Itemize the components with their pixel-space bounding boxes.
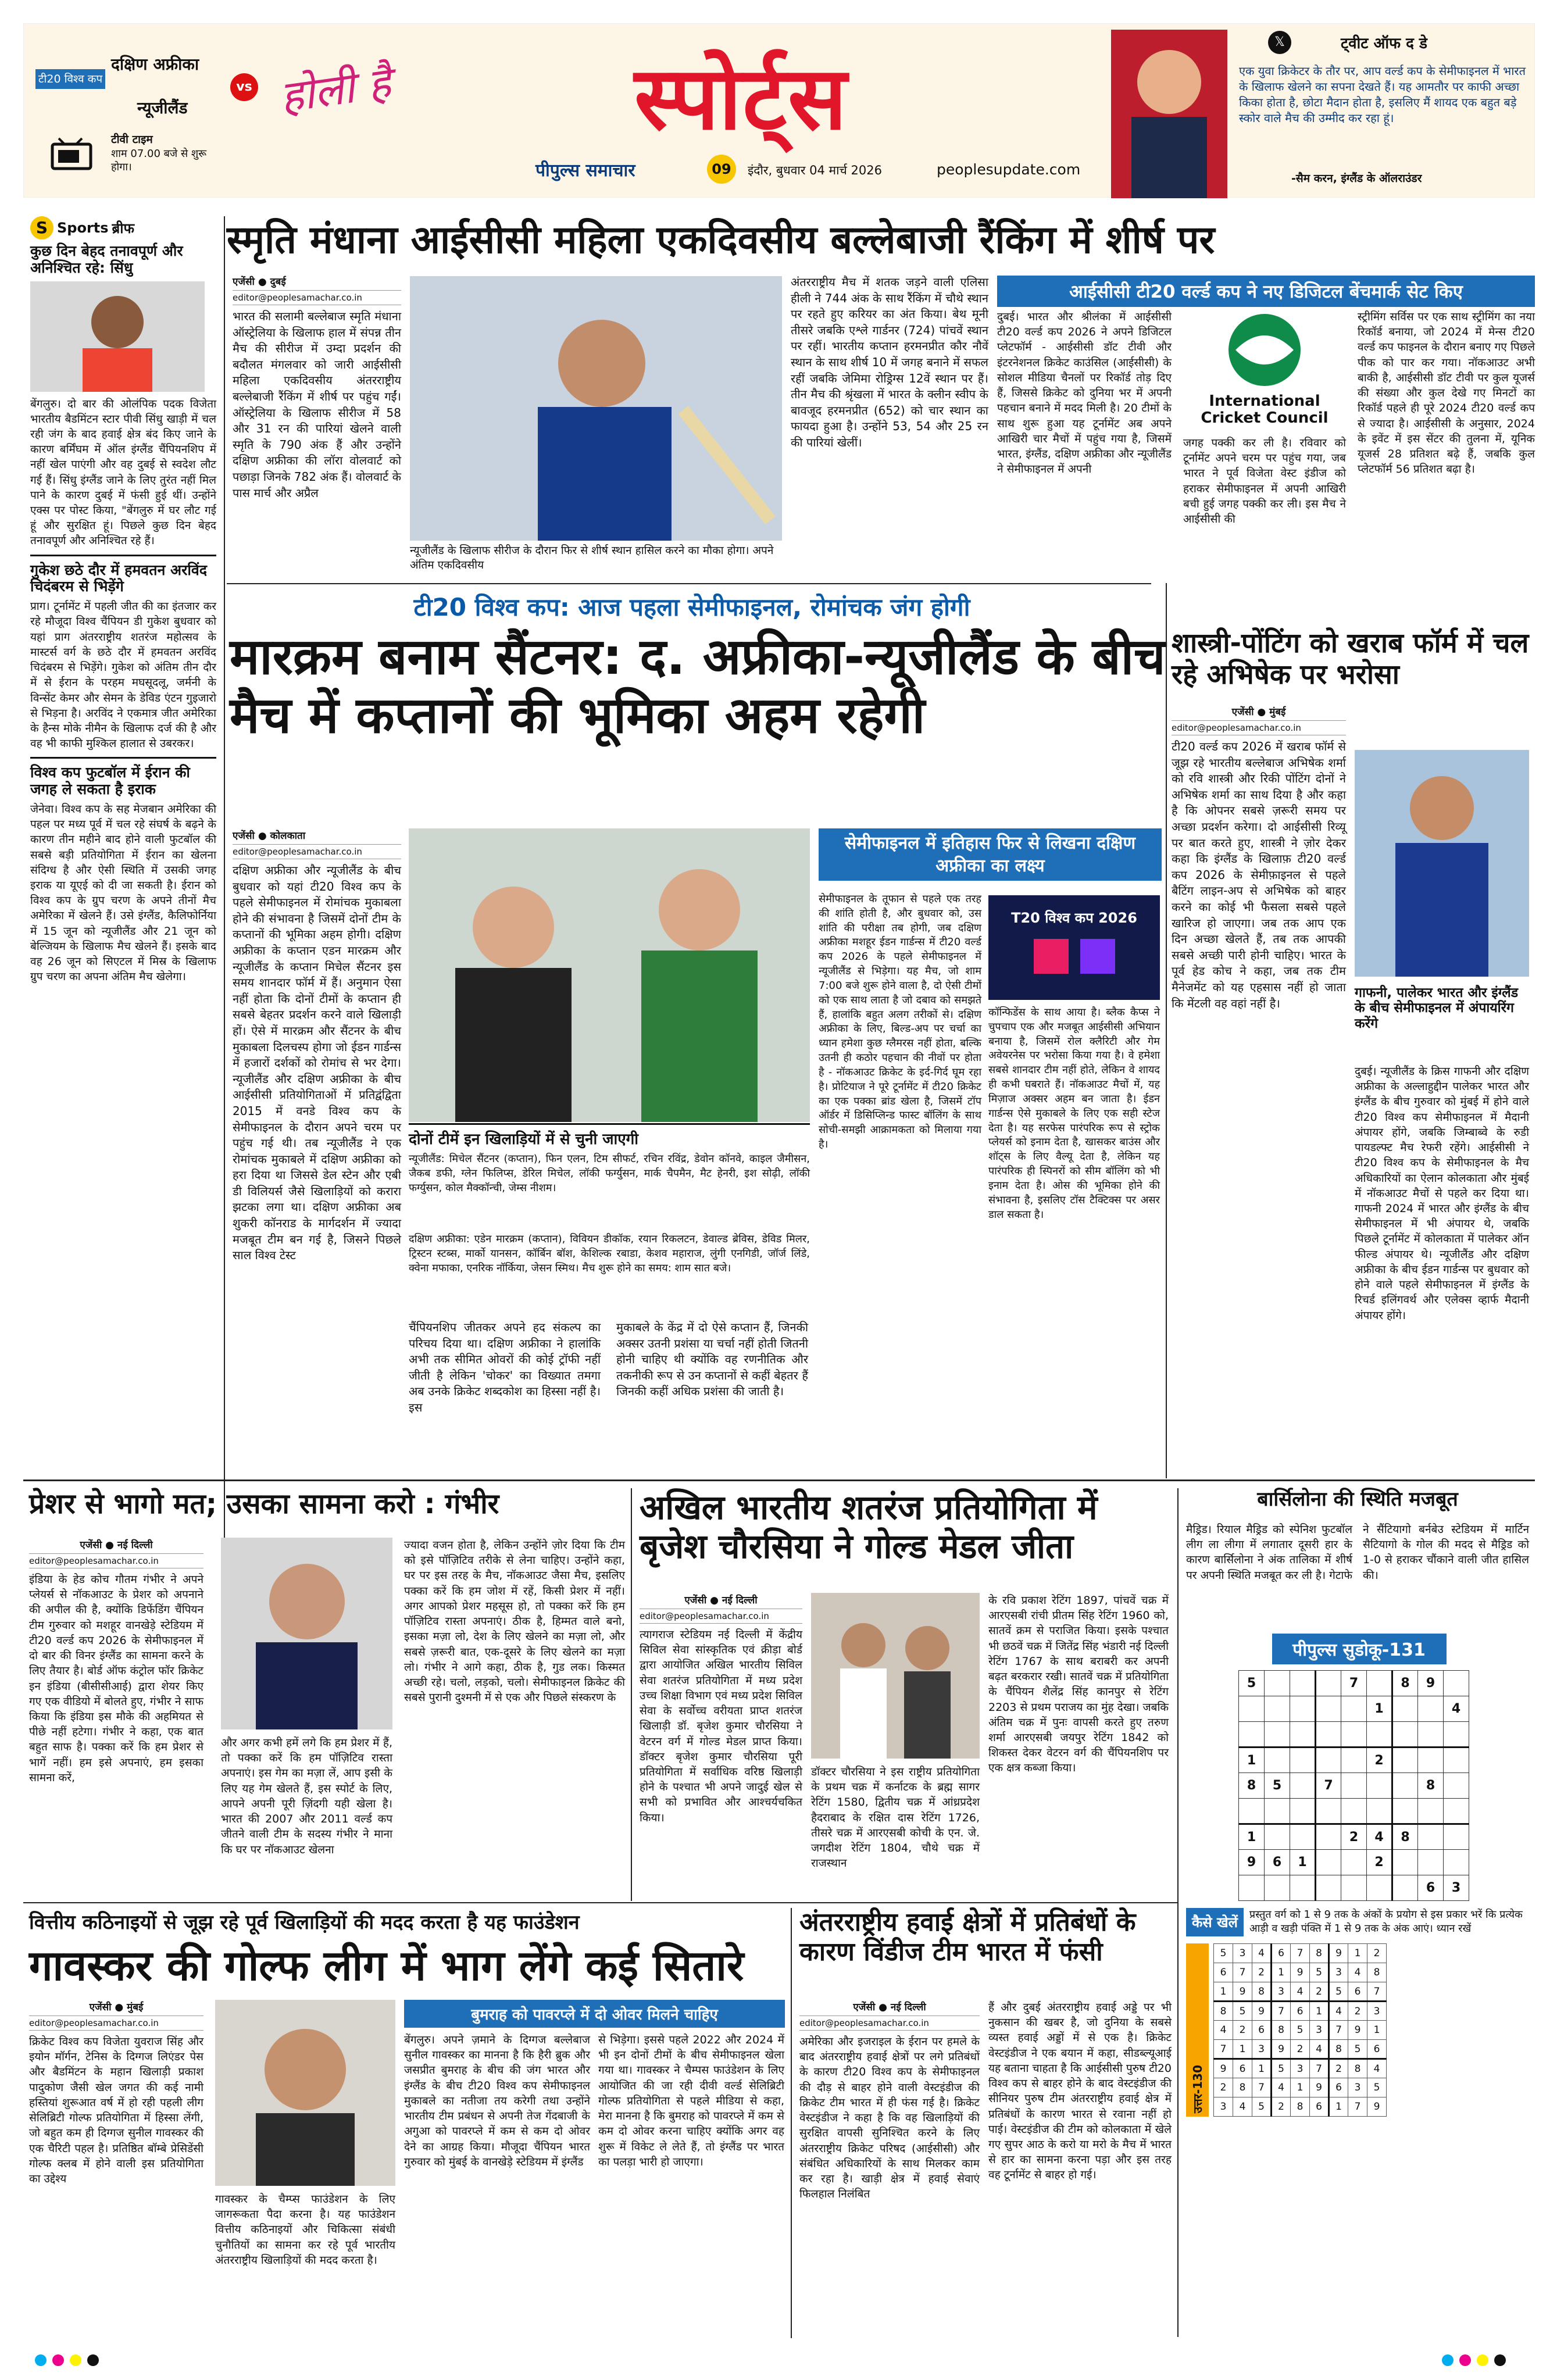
row-divider [23, 1902, 1177, 1903]
gambhir-headline: प्रेशर से भागो मत; उसका सामना करो : गंभीर [29, 1488, 499, 1520]
sudoku-cell: 6 [1418, 1875, 1444, 1901]
windies-headline: अंतरराष्ट्रीय हवाई क्षेत्रों में प्रतिबंधों के कारण विंडीज टीम भारत में फंसी [799, 1907, 1136, 1967]
brief-logo: Sports [57, 220, 109, 236]
answer-cell: 5 [1310, 1963, 1329, 1982]
answer-cell: 9 [1329, 1944, 1348, 1963]
gambhir-col-1 [29, 1538, 203, 1785]
answer-cell: 7 [1367, 1982, 1387, 2002]
sudoku-cell [1265, 1875, 1290, 1901]
gavaskar-caption: गावस्कर के चैम्प्स फाउंडेशन के लिए जागरूकता पैदा करना है। यह फाउंडेशन वित्तीय कठिनाइयों और चिकित्सा संबंधी चुनौतियों का सामना कर रहे पूर्व भारतीय अंतरराष्ट्रीय खिलाड़ियों की मदद करता है। [215, 2193, 395, 2267]
lead-text-3: अंतरराष्ट्रीय मैच में शतक जड़ने वाली एलिसा हीली ने 744 अंक के साथ रैंकिंग में चौथे स्थान पर रहते हुए करियर का अंत किया। बेथ मूनी तीसरे जबकि एश्ले गार्डनर (724) पांचवें स्थान पर रहीं। भारतीय कप्तान हरमनप्रीत कौर नौवें स्थान के साथ शीर्ष 10 में जगह बनाने में सफल रहीं जबकि जेमिमा रोड्रिग्स 12वें स्थान पर हैं। तीन मैच की श्रृंखला में भारत के क्लीन स्वीप के बावजूद हरमनप्रीत (652) को चार स्थान का फायदा हुआ है। उन्होंने 53, 54 और 25 रन की पारियां खेलीं। [791, 275, 988, 449]
section-title: स्पोर्ट्स [634, 48, 848, 149]
tv-icon [50, 137, 97, 172]
gavaskar-byline: एजेंसी ● मुंबई [89, 2002, 144, 2013]
answer-cell: 2 [1367, 1944, 1387, 1963]
answer-cell: 4 [1367, 2059, 1387, 2078]
gavaskar-photo [215, 2000, 395, 2186]
answer-cell: 5 [1272, 2059, 1291, 2078]
answer-cell: 2 [1329, 2059, 1348, 2078]
semi-col-1 [233, 828, 401, 1264]
bumrah-text-2: से भिड़ेगा। इससे पहले 2022 और 2024 में भी इन दोनों टीमों के बीच सेमीफाइनल खेला गया था। गावस्कर ने चैम्पस फाउंडेशन के लिए आयोजित की जा रही दीवी वर्ल्ड सेलिब्रिटी गोल्फ प्रतियोगिता से पहले मीडिया से कहा, मेरा मानना है कि बुमराह को पावरप्ले में कम से कम दो ओवर करना चाहिए क्योंकि अगर वह शुरू में विकेट ले लेते हैं, तो इंग्लैंड पर भारत का पलड़ा भारी हो जाएगा। [598, 2034, 784, 2168]
answer-cell: 1 [1310, 2002, 1329, 2021]
sindhu-photo [30, 281, 205, 392]
gavaskar-text-1: क्रिकेट विश्व कप विजेता युवराज सिंह और इयोन मॉर्गन, टेनिस के दिग्गज लिएंडर पेस और बैडमिंटन के महान खिलाड़ी प्रकाश पादुकोण जैसी खेल जगत की कई नामी हस्तियां शुरूआत वर्ष में हो रही पहली लीग सेलिब्रिटी गोल्फ प्रतियोगिता में हिस्सा लेंगी, जो बहुत कम ही दिग्गज सुनील गावस्कर की एक चैरिटी पहल है। प्रतिष्ठित बॉम्बे प्रेसिडेंसी गोल्फ क्लब में होने वाली इस प्रतियोगिता का उद्देश्य [29, 2035, 203, 2185]
icc-text-1: दुबई। भारत और श्रीलंका में आईसीसी टी20 वर्ल्ड कप 2026 ने अपने डिजिटल प्लेटफॉर्म - आईसीसी डॉट टीवी और इंटरनेशनल क्रिकेट काउंसिल (आईसीसी) के सोशल मीडिया चैनलों पर रिकॉर्ड तोड़ दिए हैं, जिससे क्रिकेट को दुनिया भर में अपनी पहचान बनाने में मदद मिली है। 20 टीमों के साथ शुरू हुआ यह टूर्नामेंट अब अपने आखिरी चार मैचों में पहुंच गया है, जिसमें भारत, इंग्लैंड, दक्षिण अफ्रीका और न्यूजीलैंड ने सेमीफाइनल में अपनी [997, 310, 1172, 476]
windies-text-1: अमेरिका और इजराइल के ईरान पर हमले के बाद अंतरराष्ट्रीय हवाई क्षेत्रों पर लगे प्रतिबंधों के कारण टी20 विश्व कप के सेमीफाइनल की दौड़ से बाहर होने वाली वेस्टइंडीज की क्रिकेट टीम भारत में ही फंस गई है। क्रिकेट वेस्टइंडीज ने कहा है कि वह खिलाड़ियों की सुरक्षित वापसी सुनिश्चित करने के लिए अंतरराष्ट्रीय क्रिकेट परिषद (आईसीसी) और संबंधित अधिकारियों के साथ मिलकर काम कर रहा है। खाड़ी क्षेत्र में हवाई सेवाएं फिलहाल निलंबित [799, 2035, 980, 2201]
sudoku-cell [1265, 1824, 1290, 1850]
sudoku-cell [1316, 1850, 1341, 1875]
sudoku-cell [1444, 1773, 1469, 1799]
answer-cell: 9 [1252, 2002, 1272, 2021]
icc-wordmark: International Cricket Council [1201, 392, 1329, 427]
tweet-photo [1111, 30, 1227, 198]
column-divider [791, 1908, 792, 2338]
chess-caption: डॉक्टर चौरसिया ने इस राष्ट्रीय प्रतियोगिता के प्रथम चक्र में कर्नाटक के ब्रह्म सागर रेटिंग 1580, द्वितीय चक्र में आंध्रप्रदेश हैदराबाद के रक्षित दास रेटिंग 1726, तीसरे चक्र में आरएसबी कोची के एन. जे. जगदीश रेटिंग 1804, चौथे चक्र में राजस्थान [811, 1766, 980, 1870]
answer-cell: 6 [1214, 1963, 1233, 1982]
lead-byline: एजेंसी ● दुबई [233, 276, 286, 288]
shastri-byline: एजेंसी ● मुंबई [1231, 706, 1286, 718]
answer-cell: 8 [1252, 1982, 1272, 2002]
semi-email: editor@peoplesamachar.co.in [233, 844, 401, 859]
answer-cell: 1 [1233, 2040, 1252, 2059]
gambhir-byline: एजेंसी ● नई दिल्ली [80, 1539, 153, 1551]
chess-headline: अखिल भारतीय शतरंज प्रतियोगिता में बृजेश चौरसिया ने गोल्ड मेडल जीता [640, 1488, 1098, 1566]
sudoku-cell [1367, 1773, 1392, 1799]
sudoku-cell [1316, 1799, 1341, 1824]
sudoku-cell [1444, 1850, 1469, 1875]
answer-cell: 2 [1272, 2097, 1291, 2117]
sudoku-cell [1341, 1722, 1367, 1748]
answer-cell: 3 [1252, 2040, 1272, 2059]
page-number: 09 [707, 155, 736, 184]
answer-cell: 6 [1252, 2021, 1272, 2040]
sudoku-cell [1367, 1722, 1392, 1748]
section-divider [23, 1480, 1535, 1481]
windies-col-1 [799, 2000, 980, 2202]
sudoku-cell [1367, 1671, 1392, 1696]
print-registration-marks [1442, 2354, 1512, 2368]
sudoku-cell [1239, 1799, 1265, 1824]
shastri-text: टी20 वर्ल्ड कप 2026 में खराब फॉर्म से जूझ रहे भारतीय बल्लेबाज अभिषेक शर्मा को रवि शास्त्री और रिकी पोंटिंग दोनों ने अभिषेक शर्मा का साथ दिया है और कहा है कि ओपनर सबसे ज़रूरी समय पर अच्छा प्रदर्शन करेगा। दो आईसीसी रिव्यू पर बात करते हुए, शास्त्री ने ज़ोर देकर कहा कि इंग्लैंड के खिलाफ़ टी20 वर्ल्ड कप 2026 के सेमीफ़ाइनल से पहले बैटिंग लाइन-अप से अभिषेक को बाहर करने का कोई भी फैसला सबसे पहले खारिज हो जाएगा। जब तक आप एक दिन अच्छा खेलते हैं, तब तक आपकी सबसे अच्छी पारी होनी चाहिए। भारत के पूर्व हेड कोच ने कहा, जब तक टीम मैनेजमेंट को यह एहसास नहीं हो जाता कि मेंटली वह वहां नहीं है। [1172, 739, 1346, 1010]
gavaskar-col-1 [29, 2000, 203, 2186]
sudoku-cell [1444, 1799, 1469, 1824]
gambhir-email: editor@peoplesamachar.co.in [29, 1553, 203, 1568]
sudoku-cell [1265, 1748, 1290, 1773]
sudoku-cell [1265, 1696, 1290, 1722]
sudoku-cell [1290, 1799, 1316, 1824]
how-to-play-text: प्रस्तुत वर्ग को 1 से 9 तक के अंकों के प्रयोग से इस प्रकार भरें कि प्रत्येक आड़ी व खड़ी पंक्ति में 1 से 9 तक के अंक आएं। ध्यान रखें [1249, 1909, 1523, 1935]
sudoku-cell [1290, 1722, 1316, 1748]
sudoku-cell [1290, 1773, 1316, 1799]
answer-cell: 3 [1310, 2021, 1329, 2040]
gavaskar-kicker: वित्तीय कठिनाइयों से जूझ रहे पूर्व खिलाड़ियों की मदद करता है यह फाउंडेशन [29, 1911, 580, 1934]
sudoku-cell [1444, 1824, 1469, 1850]
sudoku-panel [1186, 1634, 1532, 2337]
abhishek-photo [1355, 750, 1529, 977]
holi-logo: होली है [277, 58, 394, 123]
answer-cell: 5 [1329, 1982, 1348, 2002]
sa-side-text-2: कॉन्फिडेंस के साथ आया है। ब्लैक कैप्स ने चुपचाप एक और मजबूत आईसीसी अभियान बनाया है, जिसमें रोल क्लैरिटी और गेम अवेयरनेस पर भरोसा किया गया है। वे हमेशा सबसे शानदार टीम नहीं होते, लेकिन वे शायद ही कभी घबराते हैं। नॉकआउट मैचों में, यह मिज़ाज अक्सर अहम बन जाता है। ईडन गार्डन्स ऐसे मुकाबले के लिए एक सही स्टेज देता है। यह सरफेस पारंपरिक रूप से स्ट्रोक प्लेयर्स को इनाम देता है, खासकर बाउंस और शॉट्स के लिए वैल्यू देता है, लेकिन यह पारंपरिक ही स्पिनरों को सीम बॉलिंग को भी इनाम देता है। ओस की भूमिका होने की संभावना है, इसलिए टॉस टैक्टिक्स पर असर डाल सकता है। [988, 1006, 1160, 1221]
sudoku-cell: 9 [1418, 1671, 1444, 1696]
sudoku-cell [1444, 1671, 1469, 1696]
barcelona-headline: बार्सिलोना की स्थिति मजबूत [1257, 1488, 1458, 1511]
sudoku-cell: 9 [1239, 1850, 1265, 1875]
answer-cell: 1 [1367, 2021, 1387, 2040]
answer-cell: 4 [1291, 1982, 1310, 2002]
answer-cell: 7 [1291, 1944, 1310, 1963]
mandhana-photo [410, 276, 782, 541]
sudoku-cell [1290, 1748, 1316, 1773]
bumrah-text-1: बेंगलुरु। अपने ज़माने के दिग्गज बल्लेबाज सुनील गावस्कर का मानना है कि हैरी ब्रुक और जसप्रीत बुमराह के बीच की जंग भारत और इंग्लैंड के बीच टी20 विश्व कप सेमीफाइनल मुकाबले का नतीजा तय करेगी तथा उन्होंने भारतीय टीम प्रबंधन से अपनी तेज गेंदबाजी के अगुआ को पावरप्ले में कम से कम दो ओवर देने का आग्रह किया। मौजूदा चैंपियन भारत गुरुवार को मुंबई के वानखेड़े स्टेडियम में इंग्लैंड [404, 2034, 590, 2168]
answer-cell: 7 [1214, 2040, 1233, 2059]
answer-cell: 7 [1272, 2002, 1291, 2021]
sudoku-cell [1341, 1696, 1367, 1722]
vs-badge: vs [230, 73, 258, 101]
sudoku-cell: 8 [1418, 1773, 1444, 1799]
website: peoplesupdate.com [937, 161, 1081, 178]
brief-logo-suffix: ब्रीफ [112, 220, 134, 237]
sudoku-cell [1367, 1799, 1392, 1824]
lead-col-1 [233, 274, 401, 501]
sudoku-cell: 4 [1367, 1824, 1392, 1850]
answer-cell: 4 [1214, 2021, 1233, 2040]
answer-cell: 3 [1367, 2002, 1387, 2021]
tweet-label: ट्वीट ऑफ द डे [1341, 35, 1427, 52]
brief-logo-icon: S [30, 216, 53, 240]
answer-cell: 6 [1291, 2002, 1310, 2021]
t20-logo [988, 895, 1160, 1000]
bumrah-head: बुमराह को पावरप्ले में दो ओवर मिलने चाहिए [404, 2000, 785, 2028]
answer-cell: 6 [1310, 2097, 1329, 2117]
sudoku-cell: 5 [1239, 1671, 1265, 1696]
answer-cell: 8 [1367, 1963, 1387, 1982]
sudoku-cell [1290, 1696, 1316, 1722]
gambhir-text-1: इंडिया के हेड कोच गौतम गंभीर ने अपने प्लेयर्स से नॉकआउट के प्रेशर को अपनाने की अपील की है, क्योंकि डिफेंडिंग चैंपियन टीम गुरुवार को मशहूर वानखेड़े स्टेडियम में टी20 वर्ल्ड कप 2026 के सेमीफाइनल में दो बार की विनर इंग्लैंड का सामना करने के लिए तैयार है। बोर्ड ऑफ कंट्रोल फॉर क्रिकेट इन इंडिया (बीसीसीआई) द्वारा शेयर किए गए एक वीडियो में बोलते हुए, गंभीर ने साफ किया कि इंडिया इस मौके की अहमियत से पीछे नहीं हटेगा। गंभीर ने कहा, एक बात बहुत साफ है। पक्का करें कि हम प्रेशर से भागें नहीं। हम इसे अपनाएं, हम इसका सामना करें, [29, 1573, 203, 1784]
column-divider [631, 1488, 632, 1901]
answer-cell: 7 [1252, 2078, 1272, 2097]
sudoku-cell: 5 [1265, 1773, 1290, 1799]
tweet-text: एक युवा क्रिकेटर के तौर पर, आप वर्ल्ड कप के सेमीफाइनल में भारत के खिलाफ खेलने का सपना देखते हैं। यह आमतौर पर काफी अच्छा किका होता है, छोटा मैदान होता है, इसलिए मैं शायद एक बहुत बड़े स्कोर वाले मैच की उम्मीद कर रहा हूं। [1239, 64, 1526, 125]
umpire-headline: गाफनी, पालेकर भारत और इंग्लैंड के बीच सेमीफाइनल में अंपायरिंग करेंगे [1355, 985, 1519, 1031]
players-sa: दक्षिण अफ्रीका: एडेन मारक्रम (कप्तान), विवियन डीकॉक, रयान रिकलटन, डेवाल्ड ब्रेविस, डेविड मिलर, ट्रिस्टन स्टब्स, मार्को यानसन, कॉर्बिन बॉश, केशिल्क रबाडा, केशव महाराज, लुंगी एनगिडी, जॉर्ज लिंडे, क्वेना मफाका, एनरिक नॉर्किया, जेसन स्मिथ। मैच शुरू होने का समय: शाम सात बजे। [409, 1233, 810, 1274]
tv-label: टीवी टाइम [111, 133, 153, 146]
lead-email: editor@peoplesamachar.co.in [233, 290, 401, 305]
x-logo-icon: 𝕏 [1268, 31, 1291, 54]
masthead-tag: टी20 विश्व कप [35, 69, 105, 89]
sudoku-cell [1239, 1875, 1265, 1901]
brief-headline-2: गुकेश छठे दौर में हमवतन अरविंद चिदंबरम से भिड़ेंगे [30, 561, 207, 595]
answer-cell: 6 [1348, 1982, 1367, 2002]
answer-cell: 6 [1367, 2040, 1387, 2059]
answer-cell: 2 [1252, 1963, 1272, 1982]
sudoku-cell: 3 [1444, 1875, 1469, 1901]
sudoku-cell: 7 [1316, 1773, 1341, 1799]
answer-cell: 8 [1233, 2078, 1252, 2097]
sudoku-cell [1392, 1875, 1418, 1901]
answer-cell: 9 [1310, 2078, 1329, 2097]
column-divider [1166, 583, 1167, 1478]
row-divider [227, 583, 1151, 584]
sudoku-cell [1341, 1850, 1367, 1875]
sudoku-cell: 4 [1444, 1696, 1469, 1722]
icc-text-3: स्ट्रीमिंग सर्विस पर एक साथ स्ट्रीमिंग का नया रिकॉर्ड बनाया, जो 2024 में मेन्स टी20 वर्ल्ड कप फाइनल के दौरान बनाए गए पिछले पीक को पार कर गया। नॉकआउट अभी बाकी है, आईसीसी डॉट टीवी पर कुल यूजर्स की संख्या और कुल देखे गए मिनटों का रिकॉर्ड पहले ही पूरे 2024 टी20 वर्ल्ड कप से ज्यादा है। आईसीसी के अनुसार, 2024 के इवेंट में इस सेंटर की तुलना में, यूनिक यूजर्स 28 प्रतिशत बढ़े हैं, जबकि कुल प्लेटफॉर्म 56 प्रतिशत बढ़ा है। [1358, 310, 1535, 476]
sudoku-cell [1444, 1748, 1469, 1773]
brief-body-2: प्राग। टूर्नामेंट में पहली जीत की का इंतजार कर रहे मौजूदा विश्व चैंपियन डी गुकेश बुधवार को यहां प्राग अंतरराष्ट्रीय शतरंज महोत्सव के मास्टर्स वर्ग के छठे दौर में हमवतन अरविंद चिदंबरम से भिड़ेंगे। गुकेश को अंतिम तीन दौर में से ईरान के परहम मघसूदलू, जर्मनी के विन्सेंट केमर और सेमन के डेविड एंटन गुइजारो से भिड़ना है। अरविंद ने एकमात्र जीत अमेरिका के हैन्स मोके नीमैन के खिलाफ दर्ज की है और वह भी काफी मुश्किल हालात से उबरकर। [30, 600, 216, 751]
answer-cell: 1 [1348, 1944, 1367, 1963]
sudoku-cell: 1 [1290, 1850, 1316, 1875]
chess-photo [811, 1593, 980, 1759]
sudoku-cell [1341, 1799, 1367, 1824]
sudoku-cell: 6 [1265, 1850, 1290, 1875]
sudoku-cell: 7 [1341, 1671, 1367, 1696]
sudoku-cell [1316, 1696, 1341, 1722]
answer-cell: 9 [1272, 2040, 1291, 2059]
sudoku-cell [1265, 1722, 1290, 1748]
answer-cell: 4 [1310, 2040, 1329, 2059]
sudoku-cell: 2 [1367, 1850, 1392, 1875]
answer-cell: 9 [1367, 2097, 1387, 2117]
answer-cell: 2 [1310, 1982, 1329, 2002]
brief-headline-1: कुछ दिन बेहद तनावपूर्ण और अनिश्चित रहे: सिंधु [30, 242, 183, 276]
answer-cell: 5 [1291, 2021, 1310, 2040]
sudoku-cell [1392, 1799, 1418, 1824]
sudoku-cell [1239, 1696, 1265, 1722]
sudoku-cell [1316, 1875, 1341, 1901]
answer-cell: 5 [1214, 1944, 1233, 1963]
answer-cell: 3 [1329, 1963, 1348, 1982]
answer-cell: 4 [1233, 2097, 1252, 2117]
answer-cell: 3 [1291, 2059, 1310, 2078]
chess-byline: एजेंसी ● नई दिल्ली [684, 1595, 758, 1606]
answer-cell: 1 [1272, 1963, 1291, 1982]
answer-cell: 4 [1252, 1944, 1272, 1963]
answer-cell: 1 [1329, 2097, 1348, 2117]
windies-text-2: हैं और दुबई अंतरराष्ट्रीय हवाई अड्डे पर भी नुकसान की खबर है, जो दुनिया के सबसे व्यस्त हवाई अड्डों में से एक है। क्रिकेट वेस्टइंडीज ने एक बयान में कहा, सीडब्ल्यूआई यह बताना चाहता है कि आईसीसी पुरुष टी20 विश्व कप से बाहर होने के बाद वेस्टइंडीज की सीनियर पुरुष टीम अंतरराष्ट्रीय हवाई क्षेत्र में प्रतिबंधों के कारण भारत से रवाना नहीं हो पाई। वेस्टइंडीज की टीम को कोलकाता में खेले गए सुपर आठ के करो या मरो के मैच में भारत से हार का सामना करना पड़ा और इस तरह वह टूर्नामेंट से बाहर हो गई। [988, 2001, 1172, 2182]
answer-cell: 9 [1291, 1963, 1310, 1982]
sudoku-cell [1316, 1722, 1341, 1748]
gambhir-text-3: ज्यादा वजन होता है, लेकिन उन्होंने ज़ोर दिया कि टीम को इसे पॉज़िटिव तरीके से लेना चाहिए। उन्होंने कहा, घर पर इस तरह के मैच, नॉकआउट जैसा मैच, इसलिए पक्का करें कि हम जोश में रहें, किसी प्रेशर में नहीं। अगर आपको प्रेशर महसूस हो, तो पक्का करें कि हम पॉज़िटिव रास्ता अपनाएं। ठीक है, हिम्मत वाले बनो, इसका मज़ा लो, देश के लिए खेलने का मज़ा लो, और सबसे ज़रूरी बात, एक-दूसरे के लिए खेलने का मज़ा लो। गंभीर ने आगे कहा, ठीक है, गुड लक। किस्मत अच्छी रहे। चलो, लड़को, चलो। सेमीफाइनल क्रिकेट की सबसे पुरानी दुश्मनी में से एक और पिछले संस्करण के [404, 1539, 625, 1704]
chess-col-1 [640, 1593, 802, 1825]
players-nz: न्यूजीलैंड: मिचेल सैंटनर (कप्तान), फिन एलन, टिम सीफर्ट, रचिन रविंद्र, डेवोन कॉनवे, काइल जैमीसन, जैकब डफी, ग्लेन फिलिप्स, डेरिल मिचेल, लॉकी फर्ग्युसन, मार्क चैपमैन, मैट हेनरी, इश सोढ़ी, लॉकी फर्ग्युसन, कोल मैक्कॉन्ची, जेम्स नीशम। [409, 1153, 810, 1194]
answer-cell: 2 [1233, 2021, 1252, 2040]
sudoku-cell: 1 [1367, 1696, 1392, 1722]
icc-box [997, 276, 1535, 581]
barcelona-text: मैड्रिड। रियाल मैड्रिड को स्पेनिश फुटबॉल लीग ला लीगा में लगातार दूसरी हार के कारण बार्सिलोना ने अंक तालिका में शीर्ष पर अपनी स्थिति मजबूत कर ली है। गेटाफे ने सैंटियागो बर्नबेउ स्टेडियम में मार्टिन सैटियागो के गोल की मदद से मैड्रिड को 1-0 से हराकर चौंकाने वाली जीत हासिल की। [1186, 1523, 1529, 1582]
sudoku-cell [1444, 1722, 1469, 1748]
sudoku-cell [1418, 1748, 1444, 1773]
players-head: दोनों टीमें इन खिलाड़ियों में से चुनी जाएगी [409, 1123, 810, 1148]
brief-body-1: बेंगलुरु। दो बार की ओलंपिक पदक विजेता भारतीय बैडमिंटन स्टार पीवी सिंधु खाड़ी में चल रही जंग के बाद हवाई क्षेत्र बंद किए जाने के कारण बर्मिंघम में ऑल इंग्लैंड चैंपियनशिप में नहीं खेल पाएंगी और वह दुबई से स्वदेश लौट गई हैं। सिंधु इंग्लैंड जाने के लिए तुरंत नहीं मिल पाने के कारण दुबई में फंसी हुई थीं। उन्होंने एक्स पर पोस्ट किया, "बेंगलुरु में घर लौट गई हूं और सुरक्षित हूं। पिछले कुछ दिन बेहद तनावपूर्ण और अनिश्चित रहे हैं। [30, 397, 216, 548]
sudoku-cell: 2 [1341, 1824, 1367, 1850]
icc-text-2: जगह पक्की कर ली है। रविवार को टूर्नामेंट अपने चरम पर पहुंच गया, जब भारत ने पूर्व विजेता वेस्ट इंडीज को हराकर सेमीफाइनल में अपनी आखिरी बची हुई जगह पक्की कर ली। इस मैच ने आईसीसी की [1183, 437, 1346, 526]
sudoku-cell: 8 [1392, 1824, 1418, 1850]
umpire-text: दुबई। न्यूजीलैंड के क्रिस गाफनी और दक्षिण अफ्रीका के अल्लाहुद्दीन पालेकर भारत और इंग्लैंड के बीच गुरुवार को मुंबई में होने वाले टी20 विश्व कप सेमीफाइनल में मैदानी अंपायर होंगे, जबकि जिम्बाब्वे के रुडी पायडल्फ्ट मैच रेफरी रहेंगे। आईसीसी ने टी20 विश्व कप के सेमीफाइनल के मैच अधिकारियों का ऐलान कोलकाता और मुंबई में नॉकआउट मैचों से पहले कर दिया था। गाफनी 2024 में भारत और इंग्लैंड के बीच सेमीफाइनल में भी अंपायर थे, जबकि पिछले टूर्नामेंट में कोलकाता में पालेकर ऑन फील्ड अंपायर थे। न्यूजीलैंड और दक्षिण अफ्रीका के बीच ईडन गार्डन्स पर बुधवार को होने वाले पहले सेमीफाइनल में इंग्लैंड के रिचर्ड इलिंगवर्थ और एलेक्स व्हार्फ मैदानी अंपायर होंगे। [1355, 1065, 1529, 1322]
answer-cell: 2 [1214, 2078, 1233, 2097]
icc-box-head: आईसीसी टी20 वर्ल्ड कप ने नए डिजिटल बेंचमार्क सेट किए [997, 276, 1535, 307]
sudoku-cell [1316, 1671, 1341, 1696]
sudoku-title: पीपुल्स सुडोकू-131 [1272, 1634, 1447, 1664]
semi-byline: एजेंसी ● कोलकाता [233, 830, 306, 842]
sa-side-box [819, 828, 1162, 881]
captains-photo [409, 828, 810, 1122]
column-divider [1177, 1488, 1179, 2337]
semi-text-1: दक्षिण अफ्रीका और न्यूजीलैंड के बीच बुधवार को यहां टी20 विश्व कप के पहले सेमीफाइनल में रोमांचक मुकाबला होने की संभावना है जिसमें दोनों टीम के कप्तानों की भूमिका अहम होगी। दक्षिण अफ्रीका के कप्तान एडन मारक्रम और न्यूजीलैंड के कप्तान मिचेल सैंटनर इस समय शानदार फॉर्म में हैं। अनुमान ऐसा नहीं होता कि दोनों टीमों के कप्तान ही सबसे बेहतर प्रदर्शन करने वाले खिलाड़ी हों। ऐसे में मारक्रम और सैंटनर के बीच मुकाबला दिलचस्प होगा जो ईडन गार्डन्स में हजारों दर्शकों को रोमांच से भर देगा। न्यूजीलैंड और दक्षिण अफ्रीका के बीच आईसीसी प्रतियोगिताओं में प्रतिद्वंद्विता 2015 में वनडे विश्व कप के सेमीफाइनल के दौरान अपने चरम पर पहुंच गई थी। तब न्यूजीलैंड ने एक रोमांचक मुकाबले में दक्षिण अफ्रीका को हरा दिया था जिससे डेल स्टेन और एबी डी विलियर्स जैसे खिलाड़ियों को करारा झटका लगा था। दक्षिण अफ्रीका अब शुकरी कॉनराड के मार्गदर्शन में ज्यादा मजबूत टीम बन गई है, जिसने पिछले साल विश्व टेस्ट [233, 863, 401, 1263]
chess-email: editor@peoplesamachar.co.in [640, 1609, 802, 1624]
sudoku-cell: 1 [1239, 1824, 1265, 1850]
answer-cell: 9 [1214, 2059, 1233, 2078]
semi-headline: मारक्रम बनाम सैंटनर: द. अफ्रीका-न्यूजीलैंड के बीच मैच में कप्तानों की भूमिका अहम रहेगी [230, 628, 1166, 745]
sudoku-cell [1290, 1875, 1316, 1901]
answer-cell: 8 [1310, 1944, 1329, 1963]
answer-label: उत्तर-130 [1186, 1943, 1209, 2117]
sudoku-cell: 1 [1239, 1748, 1265, 1773]
tv-time: शाम 07.00 बजे से शुरू होगा। [111, 148, 207, 174]
answer-cell: 8 [1291, 2097, 1310, 2117]
answer-cell: 7 [1348, 2097, 1367, 2117]
gavaskar-headline: गावस्कर की गोल्फ लीग में भाग लेंगे कई सितारे [29, 1941, 744, 1990]
sudoku-cell [1316, 1824, 1341, 1850]
sa-side-head: सेमीफाइनल में इतिहास फिर से लिखना दक्षिण अफ्रीका का लक्ष्य [819, 828, 1162, 881]
sudoku-cell [1418, 1824, 1444, 1850]
answer-cell: 2 [1348, 2002, 1367, 2021]
answer-cell: 9 [1233, 1982, 1252, 2002]
semi-text-2: चैंपियनशिप जीतकर अपने हद संकल्प का परिचय दिया था। दक्षिण अफ्रीका ने हालांकि अभी तक सीमित ओवरों की कोई ट्रॉफी नहीं जीती है लेकिन 'चोकर' का विख्यात तमगा अब उनके क्रिकेट शब्दकोश का हिस्सा नहीं है। इस [409, 1320, 601, 1414]
gambhir-photo [221, 1538, 392, 1729]
shastri-email: editor@peoplesamachar.co.in [1172, 720, 1346, 735]
sports-brief [30, 216, 216, 985]
answer-cell: 1 [1214, 1982, 1233, 2002]
masthead [23, 23, 1535, 198]
answer-cell: 4 [1272, 2078, 1291, 2097]
chess-text-3: के रवि प्रकाश रेटिंग 1897, पांचवें चक्र में आरएसबी रांची प्रीतम सिंह रेटिंग 1960 को, सातवें क्रम से पराजित किया। इसके पश्चात भी छठवें चक्र में जितेंद्र सिंह भंडारी नई दिल्ली रेटिंग 1767 के साथ बराबरी कर अपनी बढ़त बरकरार रखी। सातवें चक्र में प्रतियोगिता के चैंपियन शैलेंद्र सिंह कानपुर से रेटिंग 2203 से प्रथम पराजय का मुंह देखा। जबकि अंतिम चक्र में पुनः वापसी करते हुए तरुण शर्मा आरएसबी जयपुर रेटिंग 1842 को शिकस्त देकर वेटरन वर्ग की चैंपियनशिप पर एक क्षत्र कब्जा किया। [988, 1594, 1169, 1775]
sudoku-cell: 8 [1392, 1671, 1418, 1696]
issue-date: इंदौर, बुधवार 04 मार्च 2026 [748, 163, 882, 177]
sudoku-cell: 2 [1367, 1748, 1392, 1773]
shastri-headline: शास्त्री-पोंटिंग को खराब फॉर्म में चल रहे अभिषेक पर भरोसा [1172, 627, 1529, 691]
answer-cell: 3 [1272, 1982, 1291, 2002]
answer-cell: 1 [1252, 2059, 1272, 2078]
gavaskar-email: editor@peoplesamachar.co.in [29, 2016, 203, 2031]
sudoku-cell [1316, 1748, 1341, 1773]
answer-cell: 5 [1252, 2097, 1272, 2117]
answer-cell: 3 [1214, 2097, 1233, 2117]
answer-cell: 8 [1214, 2002, 1233, 2021]
brief-headline-3: विश्व कप फुटबॉल में ईरान की जगह ले सकता है इराक [30, 764, 190, 798]
sudoku-cell [1290, 1824, 1316, 1850]
answer-cell: 7 [1329, 2021, 1348, 2040]
lead-headline: स्मृति मंधाना आईसीसी महिला एकदिवसीय बल्लेबाजी रैंकिंग में शीर्ष पर [227, 217, 1215, 262]
semi-text-3: मुकाबले के केंद्र में दो ऐसे कप्तान हैं, जिनकी अक्सर उतनी प्रशंसा या चर्चा नहीं होती जितनी होनी चाहिए थी क्योंकि वह रणनीतिक और तकनीकी रूप से उन कप्तानों से कहीं बेहतर हैं जिनकी कहीं अधिक प्रशंसा की जाती है। [616, 1320, 808, 1399]
answer-cell: 3 [1348, 2078, 1367, 2097]
sudoku-cell [1290, 1671, 1316, 1696]
answer-cell: 6 [1272, 1944, 1291, 1963]
answer-cell: 7 [1233, 1963, 1252, 1982]
gambhir-text-2: और अगर कभी हमें लगे कि हम प्रेशर में हैं, तो पक्का करें कि हम पॉज़िटिव रास्ता अपनाएं। इस गेम का मज़ा लें, आप इसी के लिए यह गेम खेलते हैं, इस स्पोर्ट के लिए, आपने अपनी पूरी ज़िंदगी यही खेला है। भारत की 2007 और 2011 वर्ल्ड कप जीतने वाली टीम के सदस्य गंभीर ने माना कि घर पर नॉकआउट खेलना [221, 1736, 392, 1856]
sudoku-cell [1265, 1671, 1290, 1696]
answer-cell: 9 [1348, 2021, 1367, 2040]
team-b: न्यूजीलैंड [137, 98, 188, 117]
print-registration-marks [35, 2354, 105, 2368]
answer-cell: 4 [1329, 2002, 1348, 2021]
windies-byline: एजेंसी ● नई दिल्ली [853, 2002, 926, 2013]
sudoku-cell [1392, 1722, 1418, 1748]
icc-logo [1183, 309, 1346, 431]
sudoku-cell [1418, 1799, 1444, 1824]
sudoku-grid [1238, 1670, 1532, 1901]
bumrah-box [404, 2000, 785, 2170]
answer-cell: 2 [1291, 2040, 1310, 2059]
sudoku-cell [1239, 1722, 1265, 1748]
tweet-author: -सैम करन, इंग्लैंड के ऑलराउंडर [1291, 172, 1422, 185]
sudoku-cell [1392, 1850, 1418, 1875]
answer-cell: 8 [1329, 2040, 1348, 2059]
sudoku-cell [1392, 1773, 1418, 1799]
sudoku-cell [1418, 1696, 1444, 1722]
semi-kicker: टी20 विश्व कप: आज पहला सेमीफाइनल, रोमांचक जंग होगी [413, 593, 970, 621]
sudoku-cell [1367, 1875, 1392, 1901]
answer-cell: 6 [1233, 2059, 1252, 2078]
chess-text-1: त्यागराज स्टेडियम नई दिल्ली में केंद्रीय सिविल सेवा सांस्कृतिक एवं क्रीड़ा बोर्ड द्वारा आयोजित अखिल भारतीय सिविल सेवा शतरंज प्रतियोगिता में मध्य प्रदेश उच्च शिक्षा विभाग एवं मध्य प्रदेश सिविल सेवा के सर्वोच्च वरीयता प्राप्त शतरंज खिलाड़ी डॉ. बृजेश कुमार चौरसिया ने वेटरन वर्ग में गोल्ड मेडल प्राप्त किया। डॉक्टर बृजेश कुमार चौरसिया पूरी प्रतियोगिता में सर्वाधिक वरिष्ठ खिलाड़ी होने के पश्चात भी अपने जादुई खेल से सभी को प्रभावित और आश्चर्यचकित किया। [640, 1628, 802, 1824]
answer-cell: 4 [1348, 1963, 1367, 1982]
answer-cell: 8 [1272, 2021, 1291, 2040]
t20-logo-text: T20 विश्व कप 2026 [1011, 910, 1137, 926]
answer-cell: 5 [1367, 2078, 1387, 2097]
answer-cell: 1 [1291, 2078, 1310, 2097]
sa-side-text-1: सेमीफाइनल के तूफान से पहले एक तरह की शांति होती है, और बुधवार को, उस शांति की परीक्षा तब होगी, जब दक्षिण अफ्रीका मशहूर ईडन गार्डन्स में टी20 वर्ल्ड कप 2026 के पहले सेमीफाइनल में न्यूजीलैंड से भिड़ेगा। यह मैच, जो शाम 7:00 बजे शुरू होने वाला है, दो ऐसी टीमों को एक साथ लाता है जो दबाव को समझते हैं, हालांकि बहुत अलग तरीकों से। दक्षिण अफ्रीका के लिए, बिल्ड-अप पर चर्चा का ध्यान हमेशा कुछ ग्लैमरस नहीं होता, बल्कि उतनी ही कठोर पहचान की नीवों पर होता है - नॉकआउट क्रिकेट के इर्द-गिर्द घूम रहा है। प्रोटियाज ने पूरे टूर्नामेंट में टी20 क्रिकेट का एक पक्का ब्रांड खेला है, जिसमें टॉप ऑर्डर में डिसिप्लिन्ड फास्ट बॉलिंग के साथ सोची-समझी आक्रामकता को मिलाया गया है। [819, 893, 981, 1151]
sudoku-cell [1341, 1773, 1367, 1799]
sudoku-cell [1265, 1799, 1290, 1824]
brief-body-3: जेनेवा। विश्व कप के सह मेजबान अमेरिका की पहल पर मध्य पूर्व में चल रहे संघर्ष के बढ़ने के कारण तीन महीने बाद होने वाली फुटबॉल की सबसे बड़ी प्रतियोगिता में ईरान का खेलना संदिग्ध है और ऐसी स्थिति में उसकी जगह इराक या यूएई को दी जा सकती है। ईरान को विश्व कप के ग्रुप चरण के अपने तीनों मैच अमेरिका में खेलने हैं। उसे इंग्लैंड, कैलिफोर्निया में 15 जून को न्यूजीलैंड और 21 जून को बेल्जियम के खिलाफ मैच खेलने हैं। इसके बाद वह 26 जून को सिएटल में मिस्र के खिलाफ ग्रुप चरण का अपना अंतिम मैच खेलेगा। [30, 802, 216, 984]
sudoku-cell [1341, 1875, 1367, 1901]
windies-email: editor@peoplesamachar.co.in [799, 2016, 980, 2031]
sudoku-cell [1418, 1722, 1444, 1748]
sudoku-cell [1392, 1696, 1418, 1722]
lead-caption: न्यूजीलैंड के खिलाफ सीरीज के दौरान फिर से शीर्ष स्थान हासिल करने का मौका होगा। अपने अंतिम एकदिवसीय [410, 544, 774, 571]
answer-cell: 7 [1310, 2059, 1329, 2078]
lead-text-1: भारत की सलामी बल्लेबाज स्मृति मंधाना ऑस्ट्रेलिया के खिलाफ हाल में संपन्न तीन मैच की सीरीज में उम्दा प्रदर्शन की बदौलत मंगलवार को जारी आईसीसी महिला एकदिवसीय अंतरराष्ट्रीय बल्लेबाजी रैंकिंग में शीर्ष पर पहुंच गईं। ऑस्ट्रेलिया के खिलाफ सीरीज में 58 और 31 रन की पारियां खेलने वाली स्मृति के 790 अंक हैं और उन्होंने दक्षिण अफ्रीका की लॉरा वोलवार्ट को पछाड़ा जिनके 782 अंक हैं। वोलवार्ट के पास मार्च और अप्रैल [233, 309, 401, 500]
paper-name: पीपुल्स समाचार [535, 160, 635, 181]
team-a: दक्षिण अफ्रीका [111, 55, 199, 74]
sudoku-cell [1418, 1850, 1444, 1875]
answer-cell: 8 [1348, 2059, 1367, 2078]
answer-cell: 5 [1233, 2002, 1252, 2021]
answer-cell: 6 [1329, 2078, 1348, 2097]
answer-cell: 5 [1348, 2040, 1367, 2059]
column-divider [224, 216, 225, 1594]
sudoku-cell: 8 [1239, 1773, 1265, 1799]
shastri-col [1172, 705, 1346, 1012]
answer-grid [1213, 1943, 1387, 2117]
answer-cell: 3 [1233, 1944, 1252, 1963]
sudoku-cell [1341, 1748, 1367, 1773]
sudoku-cell [1392, 1748, 1418, 1773]
how-to-play-label: कैसे खेलें [1186, 1908, 1244, 1936]
